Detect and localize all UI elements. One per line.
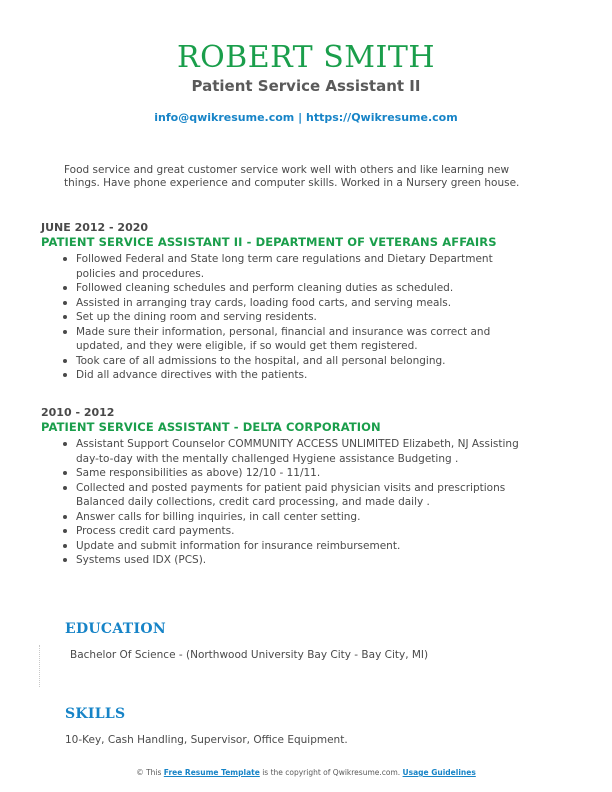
- contact-separator: |: [298, 111, 303, 124]
- bullet-item: Update and submit information for insurance reimbursement.: [76, 539, 541, 554]
- bullet-item: Followed cleaning schedules and perform cleaning duties as scheduled.: [76, 281, 541, 296]
- experience-entry: [41, 406, 541, 568]
- skills-entry: 10-Key, Cash Handling, Supervisor, Office Equipment.: [65, 734, 348, 746]
- candidate-title: Patient Service Assistant II: [191, 77, 421, 95]
- bullet-item: Answer calls for billing inquiries, in call center setting.: [76, 510, 541, 525]
- bullet-item: Did all advance directives with the patients.: [76, 368, 541, 383]
- skills-heading: SKILLS: [65, 706, 126, 722]
- section-divider: [39, 645, 40, 687]
- job-dates: 2010 - 2012: [41, 406, 115, 419]
- bullet-item: Made sure their information, personal, financial and insurance was correct and updated, and they were eligible, if so would get them registered.: [76, 325, 541, 354]
- bullet-item: Set up the dining room and serving residents.: [76, 310, 541, 325]
- job-bullets: [41, 252, 541, 383]
- footer-prefix: © This: [136, 768, 162, 777]
- bullet-item: Collected and posted payments for patient paid physician visits and prescriptions Balanced daily collections, credit card processing, and made daily .: [76, 481, 541, 510]
- bullet-item: Same responsibilities as above) 12/10 - 11/11.: [76, 466, 541, 481]
- bullet-item: Followed Federal and State long term care regulations and Dietary Department policies and procedures.: [76, 252, 541, 281]
- candidate-name: ROBERT SMITH: [176, 40, 436, 75]
- education-heading: EDUCATION: [65, 621, 166, 637]
- bullet-item: Systems used IDX (PCS).: [76, 553, 541, 568]
- free-resume-template-link[interactable]: Free Resume Template: [163, 768, 260, 777]
- education-entry: Bachelor Of Science - (Northwood University Bay City - Bay City, MI): [70, 649, 429, 661]
- experience-entry: [41, 221, 541, 383]
- bullet-item: Took care of all admissions to the hospital, and all personal belonging.: [76, 354, 541, 369]
- job-role: PATIENT SERVICE ASSISTANT - DELTA CORPORATION: [41, 420, 381, 434]
- footer: [0, 768, 612, 778]
- bullet-item: Assistant Support Counselor COMMUNITY ACCESS UNLIMITED Elizabeth, NJ Assisting day-to-day with the mentally challenged Hygiene assistance Budgeting .: [76, 437, 541, 466]
- job-bullets: [41, 437, 541, 568]
- footer-copyright: is the copyright of Qwikresume.com.: [262, 768, 401, 777]
- job-dates: JUNE 2012 - 2020: [41, 221, 149, 234]
- bullet-item: Assisted in arranging tray cards, loading food carts, and serving meals.: [76, 296, 541, 311]
- bullet-item: Process credit card payments.: [76, 524, 541, 539]
- summary-text: Food service and great customer service work well with others and like learning new things. Have phone experience and computer skills. Worked in a Nursery green house.: [64, 164, 520, 189]
- contact-line: [0, 111, 612, 125]
- website-link[interactable]: https://Qwikresume.com: [305, 111, 458, 124]
- email-link[interactable]: info@qwikresume.com: [154, 111, 295, 124]
- usage-guidelines-link[interactable]: Usage Guidelines: [402, 768, 476, 777]
- job-role: PATIENT SERVICE ASSISTANT II - DEPARTMENT OF VETERANS AFFAIRS: [41, 235, 497, 249]
